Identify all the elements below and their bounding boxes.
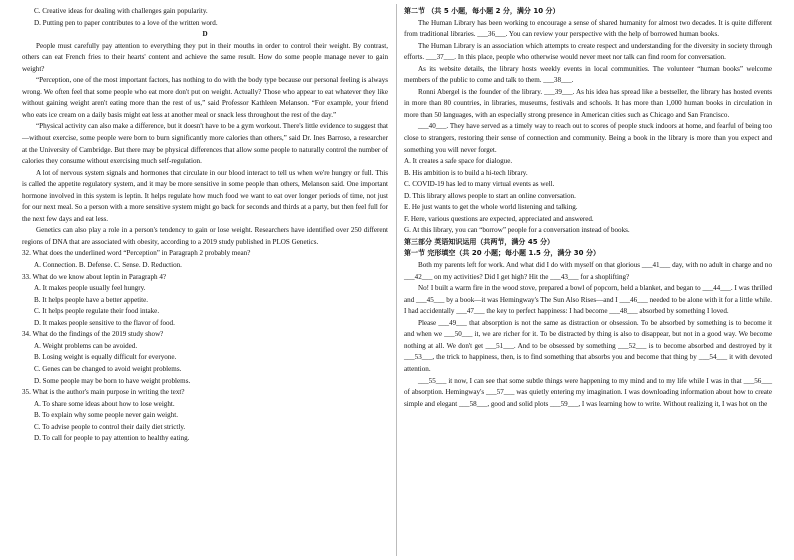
- right-text-block: B. His ambition is to build a hi-tech library.: [404, 168, 528, 177]
- left-text-block: Genetics can also play a role in a person's tendency to gain or lose weight. Researchers have identified over 250 different regions of DNA that are associated with obesity, according to a 2019 study published in PLOS Genetics.: [22, 226, 388, 246]
- right-text-block: ___55___ it now, I can see that some subtle things were happening to my mind and to my life while I was in that ___56___ of absorption. Hemingway's ___57___ was quietly entering my imagination. I was downloading information about how to create simple and elegant ___58___, good and solid plots ___59___, I was learning how to write. Without realizing it, I was hot on the: [404, 376, 772, 408]
- left-text-block: D. Putting pen to paper contributes to a love of the written word.: [34, 18, 218, 27]
- right-text-block: F. Here, various questions are expected, appreciated and answered.: [404, 214, 594, 223]
- left-text-block: 33. What do we know about leptin in Paragraph 4?: [22, 272, 167, 281]
- left-text-block: A. Weight problems can be avoided.: [34, 341, 138, 350]
- right-text-block: As its website details, the library hosts weekly events in local communities. The volunteer “human books” welcome members of the public to come and talk to them. ___38___.: [404, 64, 772, 85]
- right-text-block: D. This library allows people to start an online conversation.: [404, 191, 576, 200]
- right-text-block: Please ___49___ that absorption is not the same as distraction or obsession. To be absorbed by something is to become it and when we ___50___ it, we are richer for it. To be distracted by thing is also to disappear, but not in a good way. We become nothing at all. We don't get ___51___. And to be obsessed by something ___52___ is to become absorbed and destroyed by it ___53___, the trick to happiness, then, is to find something that absorbs you and become that thing by ___54___ it with devoted attention.: [404, 318, 772, 373]
- left-text-block: D. Some people may be born to have weight problems.: [34, 376, 191, 385]
- left-text-block: C. Genes can be changed to avoid weight problems.: [34, 364, 182, 373]
- right-text-block: Ronni Abergel is the founder of the library. ___39___. As his idea has spread like a bestseller, the library has hosted events in more than 80 countries, in libraries, museums, festivals and schools. It has more than 1,000 human books in circulation in more than 50 languages, with an especially strong presence in American cities such as Chicago and San Francisco.: [404, 87, 772, 119]
- left-text-block: People must carefully pay attention to everything they put in their mouths in order to control their weight. By contrast, others can eat French fries to their hearts' content and achieve the same result. How do some people manage never to gain weight?: [22, 41, 388, 73]
- left-text-block: C. Creative ideas for dealing with challenges gain popularity.: [34, 7, 208, 15]
- left-text-block: A lot of nervous system signals and hormones that circulate in our blood interact to tell us when we're hungry or full. This is called the appetite regulatory system, and it may be more sensitive in some people than others, Melanson said. One important hormone involved in this system is leptin. It helps regulate how much food we want to eat over longer periods of time, not just for our next meal. So a person with a more sensitive system might go back for seconds and thirds at a party, but then feel full for the next few days and eat less.: [22, 168, 388, 223]
- left-text-block: C. It helps people regulate their food intake.: [34, 307, 160, 316]
- right-text-block: Both my parents left for work. And what did I do with myself on that glorious ___41___ day, with no adult in charge and no ___42___ on my activities? Did I get high? Hit the ___43___ for a shoplifting?: [404, 261, 772, 281]
- right-column: [404, 6, 772, 410]
- right-text-block: G. At this library, you can “borrow” people for a conversation instead of books.: [404, 226, 630, 235]
- left-text-block: 34. What do the findings of the 2019 study show?: [22, 330, 164, 339]
- right-text-block: 第三部分 英语知识运用（共两节，满分 45 分）: [404, 237, 555, 246]
- left-text-block: B. To explain why some people never gain weight.: [34, 411, 178, 420]
- right-text-block: 第二节 （共 5 小题，每小题 2 分，满分 10 分）: [404, 7, 560, 15]
- right-text-block: C. COVID-19 has led to many virtual events as well.: [404, 180, 555, 189]
- right-text-block: E. He just wants to get the whole world listening and talking.: [404, 203, 578, 212]
- column-divider: [396, 4, 397, 556]
- right-text-block: A. It creates a safe space for dialogue.: [404, 157, 513, 166]
- left-text-block: A. To share some ideas about how to lose weight.: [34, 399, 175, 408]
- left-text-block: “Physical activity can also make a difference, but it doesn't have to be a gym workout. There's little evidence to suggest that—without exercise, some people were born to burn significantly more calories than others,” said Dr. Ines Barroso, a researcher at the University of Cambridge. But there may be physical differences that allow some people to naturally control the number of calories they consume without exercising much self-regulation.: [22, 122, 388, 166]
- left-text-block: B. Losing weight is equally difficult for everyone.: [34, 353, 177, 362]
- right-text-block: ___40___. They have served as a timely way to reach out to scores of people stuck indoors at home, and fearful of being too close to strangers, restoring their sense of connection and community. Being a book in the library is more than you expect and something you will never forget.: [404, 122, 772, 154]
- left-column: [22, 6, 388, 445]
- left-text-block: B. It helps people have a better appetite.: [34, 295, 149, 304]
- right-text-block: The Human Library has been working to encourage a sense of shared humanity for almost two decades. It is quite different from traditional libraries. ___36___. You can review your perspective with the help of borrowed human books.: [404, 18, 772, 39]
- right-text-block: The Human Library is an association which attempts to create respect and understanding for the diversity in society through efforts. ___37___. In this place, people who otherwise would never meet nor talk can find room for conversation.: [404, 41, 772, 62]
- left-text-block: “Perception, one of the most important factors, has nothing to do with the body type because our personal feeling is always wrong. We often feel that some people who eat more don't put on weight. Actually? Those who appear to eat whatever they like without gaining weight aren't eating more than the rest of us,” said Professor Kathleen Melanson. “For example, your friend who eats ice cream on a daily basis might eat less at another meal or snack less throughout the rest of the day.”: [22, 76, 388, 119]
- left-text-block: D. It makes people sensitive to the flavor of food.: [34, 318, 175, 327]
- left-text-block: 35. What is the author's main purpose in writing the text?: [22, 388, 185, 397]
- right-text-block: No! I built a warm fire in the wood stove, prepared a bowl of popcorn, held a blanket, and began to ___44___. I was thrilled and ___45___ by a book—it was Hemingway's The Sun Also Rises—and I ___46___ needed to be alone with it for a little while. I had accidentally ___47___ the key to perfect happiness: I had become ___48___ absorbed by something I loved.: [404, 284, 772, 316]
- left-text-block: D. To call for people to pay attention to healthy eating.: [34, 434, 190, 443]
- left-text-block: A. It makes people usually feel hungry.: [34, 284, 146, 293]
- left-text-block: A. Connection. B. Defense. C. Sense. D. Reduction.: [34, 261, 182, 270]
- left-text-block: 32. What does the underlined word “Perception” in Paragraph 2 probably mean?: [22, 249, 251, 258]
- left-text-block: D: [202, 30, 208, 39]
- left-text-block: C. To advise people to control their daily diet strictly.: [34, 422, 186, 431]
- right-text-block: 第一节 完形填空（共 20 小题；每小题 1.5 分，满分 30 分）: [404, 249, 600, 258]
